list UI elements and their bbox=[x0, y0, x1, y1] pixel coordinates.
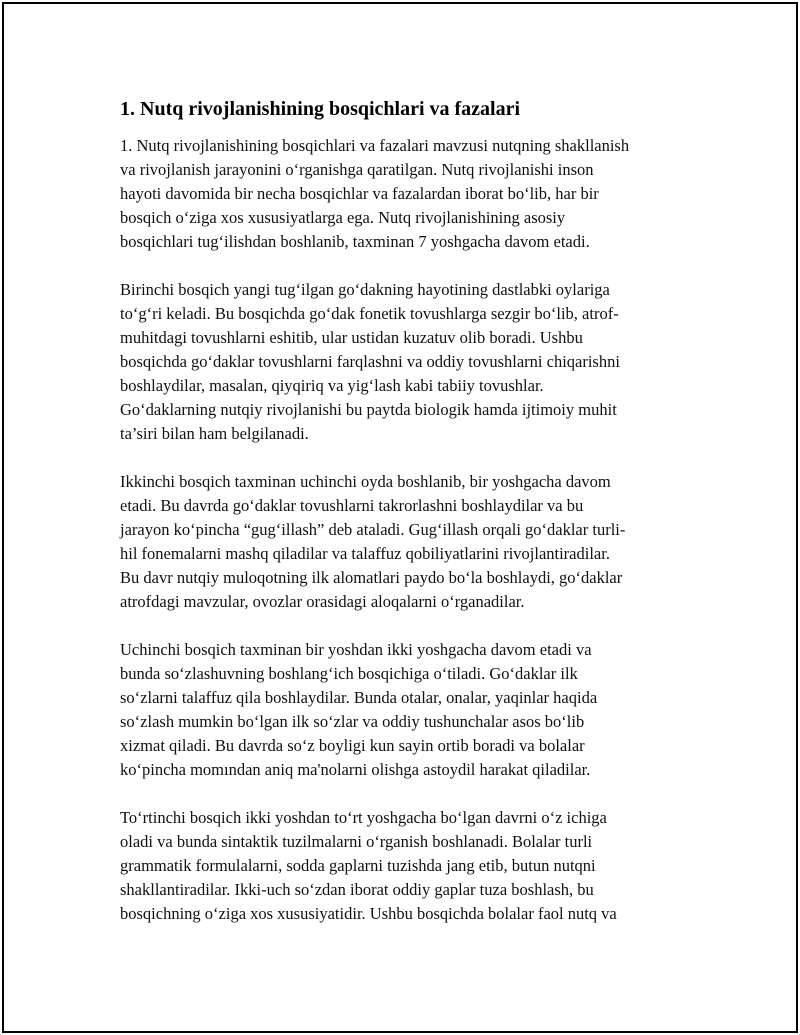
paragraph-line: hil fonemalarni mashq qiladilar va talaffuz qobiliyatlarini rivojlantiradilar. bbox=[120, 544, 610, 563]
paragraph-line: hayoti davomida bir necha bosqichlar va fazalardan iborat bo‘lib, har bir bbox=[120, 184, 599, 203]
paragraph-line: so‘zlarni talaffuz qila boshlaydilar. Bunda otalar, onalar, yaqinlar haqida bbox=[120, 688, 598, 707]
paragraph-line: muhitdagi tovushlarni eshitib, ular ustidan kuzatuv olib boradi. Ushbu bbox=[120, 328, 583, 347]
paragraph-line: bosqichda go‘daklar tovushlarni farqlashni va oddiy tovushlarni chiqarishni bbox=[120, 352, 620, 371]
paragraph-stage-1 bbox=[120, 278, 692, 446]
paragraph-line: va rivojlanish jarayonini o‘rganishga qaratilgan. Nutq rivojlanishi inson bbox=[120, 160, 594, 179]
paragraph-line: To‘rtinchi bosqich ikki yoshdan to‘rt yoshgacha bo‘lgan davrni o‘z ichiga bbox=[120, 808, 607, 827]
paragraph-line: Ikkinchi bosqich taxminan uchinchi oyda boshlanib, bir yoshgacha davom bbox=[120, 472, 611, 491]
paragraph-line: bosqichning o‘ziga xos xususiyatidir. Ushbu bosqichda bolalar faol nutq va bbox=[120, 904, 617, 923]
paragraph-intro bbox=[120, 134, 692, 254]
paragraph-line: grammatik formulalarni, sodda gaplarni tuzishda jang etib, butun nutqni bbox=[120, 856, 596, 875]
paragraph-line: Uchinchi bosqich taxminan bir yoshdan ikki yoshgacha davom etadi va bbox=[120, 640, 592, 659]
document-title: 1. Nutq rivojlanishining bosqichlari va fazalari bbox=[120, 98, 521, 120]
paragraph-line: bunda so‘zlashuvning boshlang‘ich bosqichiga o‘tiladi. Go‘daklar ilk bbox=[120, 664, 578, 683]
paragraph-line: Bu davr nutqiy muloqotning ilk alomatlari paydo bo‘la boshlaydi, go‘daklar bbox=[120, 568, 623, 587]
paragraph-line: Go‘daklarning nutqiy rivojlanishi bu paytda biologik hamda ijtimoiy muhit bbox=[120, 400, 617, 419]
paragraph-stage-4 bbox=[120, 806, 692, 926]
paragraph-stage-2 bbox=[120, 470, 692, 614]
paragraph-line: jarayon ko‘pincha “gug‘illash” deb ataladi. Gug‘illash orqali go‘daklar turli- bbox=[120, 520, 626, 539]
paragraph-line: ko‘pincha momından aniq ma'nolarni olishga astoydil harakat qiladilar. bbox=[120, 760, 591, 779]
paragraph-line: shakllantiradilar. Ikki-uch so‘zdan iborat oddiy gaplar tuza boshlash, bu bbox=[120, 880, 594, 899]
paragraph-stage-3 bbox=[120, 638, 692, 782]
paragraph-line: Birinchi bosqich yangi tug‘ilgan go‘dakning hayotining dastlabki oylariga bbox=[120, 280, 610, 299]
document-page bbox=[2, 2, 798, 1033]
document-body bbox=[120, 96, 692, 926]
paragraph-line: etadi. Bu davrda go‘daklar tovushlarni takrorlashni boshlaydilar va bu bbox=[120, 496, 584, 515]
paragraph-line: atrofdagi mavzular, ovozlar orasidagi aloqalarni o‘rganadilar. bbox=[120, 592, 525, 611]
paragraph-line: oladi va bunda sintaktik tuzilmalarni o‘rganish boshlanadi. Bolalar turli bbox=[120, 832, 593, 851]
paragraph-line: ta’siri bilan ham belgilanadi. bbox=[120, 424, 309, 443]
paragraph-line: bosqich o‘ziga xos xususiyatlarga ega. Nutq rivojlanishining asosiy bbox=[120, 208, 566, 227]
paragraph-line: 1. Nutq rivojlanishining bosqichlari va fazalari mavzusi nutqning shakllanish bbox=[120, 136, 630, 155]
paragraph-line: bosqichlari tug‘ilishdan boshlanib, taxminan 7 yoshgacha davom etadi. bbox=[120, 232, 590, 251]
paragraph-line: boshlaydilar, masalan, qiyqiriq va yig‘lash kabi tabiiy tovushlar. bbox=[120, 376, 544, 395]
paragraph-line: to‘g‘ri keladi. Bu bosqichda go‘dak fonetik tovushlarga sezgir bo‘lib, atrof- bbox=[120, 304, 619, 323]
paragraph-line: xizmat qiladi. Bu davrda so‘z boyligi kun sayin ortib boradi va bolalar bbox=[120, 736, 585, 755]
paragraph-line: so‘zlash mumkin bo‘lgan ilk so‘zlar va oddiy tushunchalar asos bo‘lib bbox=[120, 712, 585, 731]
